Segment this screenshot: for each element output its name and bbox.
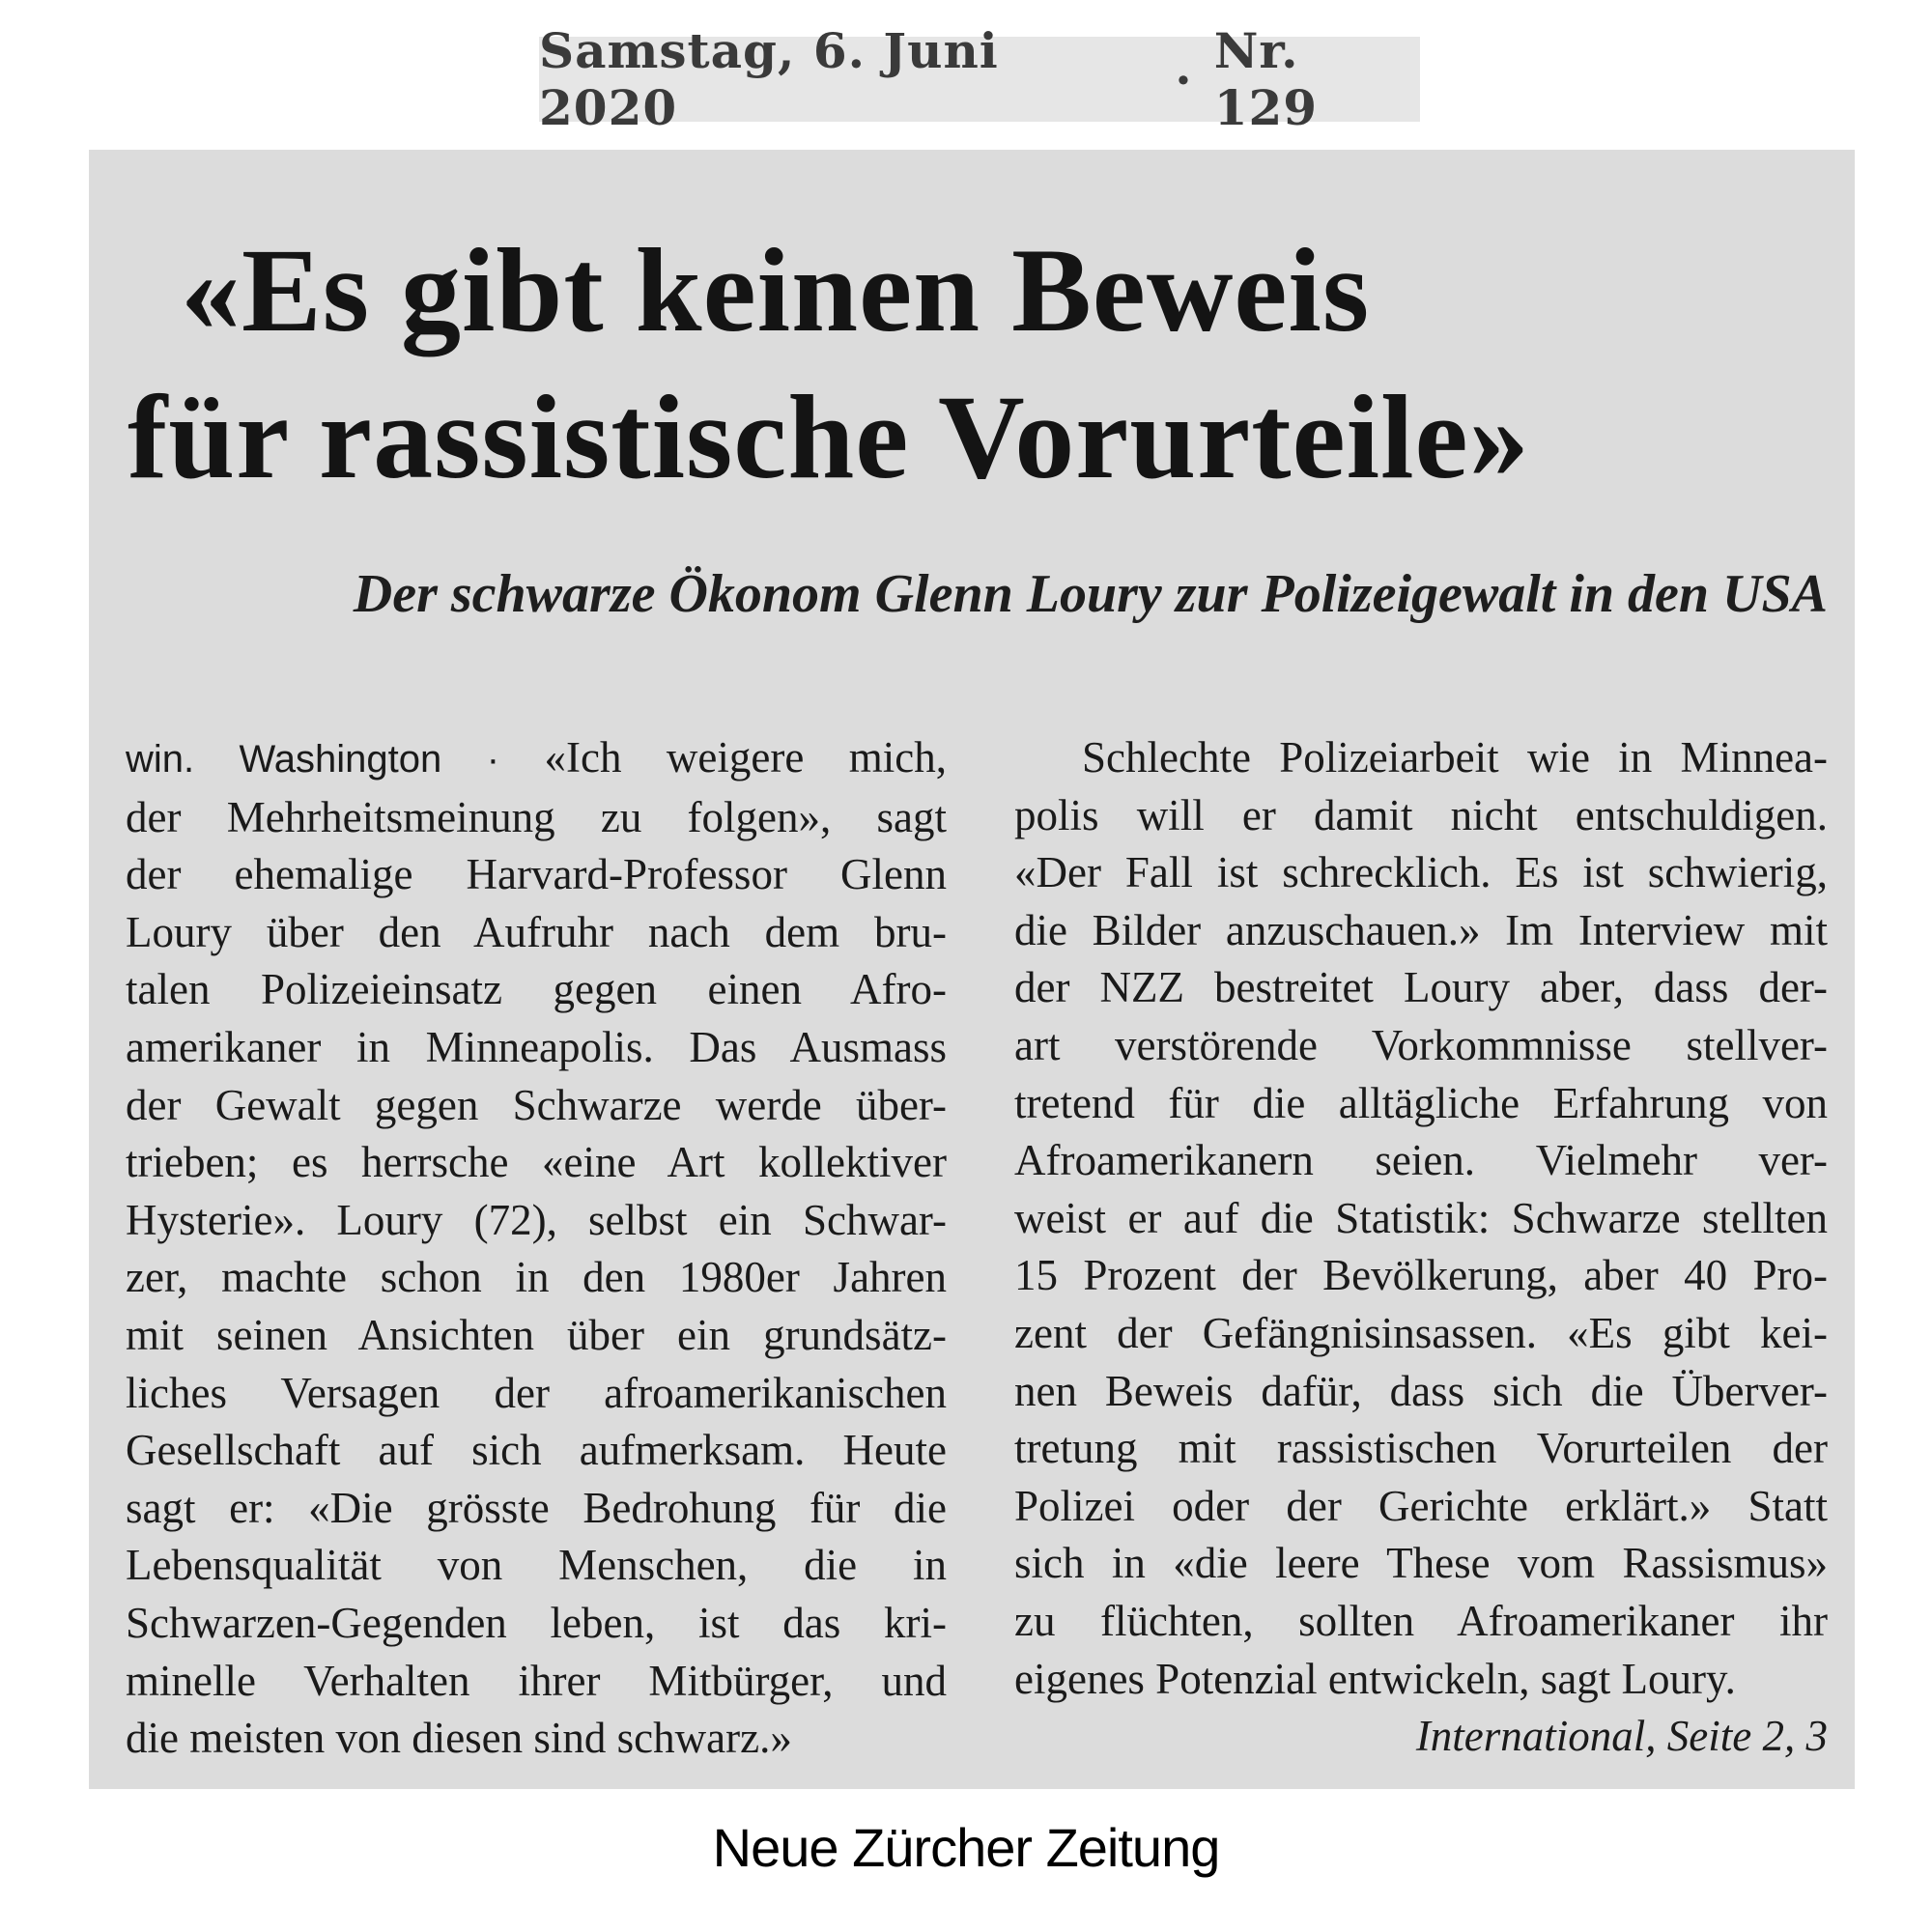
body-line: minelle Verhalten ihrer Mitbürger, und	[126, 1656, 947, 1705]
body-line: sich in «die leere These vom Rassismus»	[1014, 1539, 1828, 1588]
body-line: der Mehrheitsmeinung zu folgen», sagt	[126, 792, 947, 841]
article-column-left	[126, 729, 947, 1768]
dateline-separator: ·	[486, 738, 500, 781]
body-line: der NZZ bestreitet Loury aber, dass der-	[1014, 963, 1828, 1012]
body-line: tretend für die alltägliche Erfahrung von	[1014, 1078, 1828, 1127]
body-line: zu flüchten, sollten Afroamerikaner ihr	[1014, 1596, 1828, 1645]
body-line: Schwarzen-Gegenden leben, ist das kri-	[126, 1598, 947, 1647]
body-line: zent der Gefängnisinsassen. «Es gibt kei-	[1014, 1308, 1828, 1357]
body-line: der ehemalige Harvard-Professor Glenn	[126, 850, 947, 899]
body-line: trieben; es herrsche «eine Art kollektiver	[126, 1138, 947, 1187]
body-line: Schlechte Polizeiarbeit wie in Minnea-	[1082, 733, 1828, 781]
masthead-separator: ·	[1175, 50, 1193, 108]
body-line: sagt er: «Die grösste Bedrohung für die	[126, 1483, 947, 1532]
body-line: Gesellschaft auf sich aufmerksam. Heute	[126, 1426, 947, 1475]
body-line: «Der Fall ist schrecklich. Es ist schwierig,	[1014, 848, 1828, 897]
body-line: Lebensqualität von Menschen, die in	[126, 1541, 947, 1590]
body-line: liches Versagen der afroamerikanischen	[126, 1368, 947, 1417]
headline-line-2: für rassistische Vorurteile»	[128, 371, 1530, 503]
body-line: Loury über den Aufruhr nach dem bru-	[126, 907, 947, 956]
body-line: art verstörende Vorkommnisse stellver-	[1014, 1020, 1828, 1069]
dateline: win. Washington	[126, 738, 442, 781]
body-line: amerikaner in Minneapolis. Das Ausmass	[126, 1022, 947, 1071]
issue-date: Samstag, 6. Juni 2020	[539, 22, 999, 136]
body-line: Hysterie». Loury (72), selbst ein Schwar-	[126, 1195, 947, 1244]
article-subheadline: Der schwarze Ökonom Glenn Loury zur Polizeigewalt in den USA	[353, 564, 1828, 624]
body-line: polis will er damit nicht entschuldigen.	[1014, 790, 1828, 839]
article-headline	[128, 217, 1847, 511]
body-line: der Gewalt gegen Schwarze werde über-	[126, 1080, 947, 1129]
source-caption: Neue Zürcher Zeitung	[712, 1817, 1220, 1878]
body-line: mit seinen Ansichten über ein grundsätz-	[126, 1310, 947, 1359]
article-column-right	[1014, 729, 1828, 1766]
body-line: tretung mit rassistischen Vorurteilen der	[1014, 1424, 1828, 1473]
headline-line-1: «Es gibt keinen Beweis	[181, 224, 1371, 356]
body-line: Afroamerikanern seien. Vielmehr ver-	[1014, 1136, 1828, 1185]
body-line-text: «Ich weigere mich,	[544, 733, 948, 781]
issue-number: Nr. 129	[1213, 22, 1319, 136]
body-line: die Bilder anzuschauen.» Im Interview mit	[1014, 905, 1828, 954]
body-line: nen Beweis dafür, dass sich die Überver-	[1014, 1366, 1828, 1415]
section-crossref[interactable]: International, Seite 2, 3	[1415, 1712, 1828, 1761]
newspaper-clipping	[89, 150, 1855, 1789]
body-line: talen Polizeieinsatz gegen einen Afro-	[126, 965, 947, 1014]
body-line: die meisten von diesen sind schwarz.»	[126, 1714, 792, 1763]
body-line	[126, 729, 947, 789]
body-line: weist er auf die Statistik: Schwarze stellten	[1014, 1193, 1828, 1242]
body-line: zer, machte schon in den 1980er Jahren	[126, 1253, 947, 1302]
body-line: Polizei oder der Gerichte erklärt.» Statt	[1014, 1481, 1828, 1530]
body-line: eigenes Potenzial entwickeln, sagt Loury.	[1014, 1654, 1736, 1703]
masthead-date-strip	[539, 22, 1420, 136]
body-line: 15 Prozent der Bevölkerung, aber 40 Pro-	[1014, 1251, 1828, 1300]
